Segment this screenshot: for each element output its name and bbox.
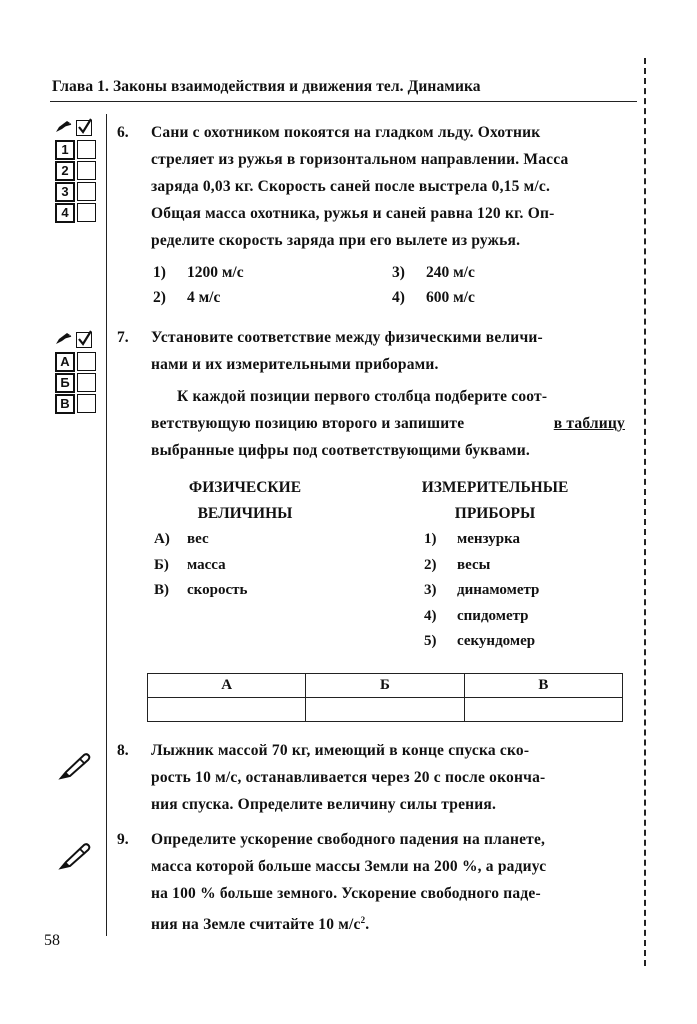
answer-box-3[interactable] xyxy=(77,182,96,201)
title-line: ПРИБОРЫ xyxy=(454,505,536,522)
answer-box-4[interactable] xyxy=(77,203,96,222)
question-number-6: 6. xyxy=(117,124,129,141)
text-line: заряда 0,03 кг. Скорость саней после выстрела 0,15 м/с. xyxy=(151,178,551,195)
item-letter: А) xyxy=(154,531,170,547)
text-line: рость 10 м/с, останавливается через 20 с после оконча- xyxy=(151,769,546,786)
title-line: ИЗМЕРИТЕЛЬНЫЕ xyxy=(421,479,569,496)
list-item xyxy=(424,633,539,659)
left-column-list xyxy=(154,531,247,608)
text-line: Общая масса охотника, ружья и саней равна 120 кг. Оп- xyxy=(151,205,555,222)
question-8-text xyxy=(151,737,625,818)
answer-table xyxy=(147,673,623,722)
checkbox-icon xyxy=(76,120,92,136)
right-column-title xyxy=(410,475,580,527)
question-7-instruction xyxy=(151,383,625,464)
item-number: 1) xyxy=(424,531,437,547)
answer-box-b[interactable] xyxy=(77,373,96,392)
question-number-9: 9. xyxy=(117,831,129,848)
right-column-list xyxy=(424,531,539,659)
text-line: ределите скорость заряда при его вылете из ружья. xyxy=(151,232,521,249)
q7-answer-boxes xyxy=(55,331,96,415)
table-cell-b[interactable] xyxy=(306,698,464,722)
answer-box-1[interactable] xyxy=(77,140,96,159)
option-number: 4) xyxy=(392,289,405,306)
text-line: ния спуска. Определите величину силы трения. xyxy=(151,796,497,813)
pencil-icon xyxy=(55,331,72,350)
q6-answer-boxes xyxy=(55,119,96,224)
list-item xyxy=(154,557,247,583)
superscript: 2 xyxy=(360,915,366,925)
question-7-text xyxy=(151,324,625,378)
option-number: 1) xyxy=(153,264,166,281)
list-item xyxy=(424,582,539,608)
left-column-title xyxy=(160,475,330,527)
item-letter: Б) xyxy=(154,556,169,573)
list-item xyxy=(424,531,539,557)
option-text: 4 м/с xyxy=(187,289,221,306)
item-text: масса xyxy=(187,556,226,573)
option-number: 3) xyxy=(392,264,405,281)
question-9-text xyxy=(151,826,625,938)
list-item xyxy=(154,531,247,557)
item-text: мензурка xyxy=(457,531,520,547)
cut-line xyxy=(644,58,646,966)
answer-label-1: 1 xyxy=(55,140,75,160)
title-line: ФИЗИЧЕСКИЕ xyxy=(188,479,302,496)
item-text: скорость xyxy=(187,582,248,598)
item-text: динамометр xyxy=(457,582,540,598)
list-item xyxy=(424,608,539,634)
header-rule xyxy=(50,101,637,102)
text-segment: . xyxy=(365,916,370,934)
list-item xyxy=(424,557,539,583)
text-line: на 100 % больше земного. Ускорение свободного паде- xyxy=(151,885,541,902)
question-6-text xyxy=(151,119,625,254)
option-text: 600 м/с xyxy=(426,289,475,306)
item-number: 5) xyxy=(424,633,437,649)
question-number-7: 7. xyxy=(117,329,129,346)
pencil-icon xyxy=(55,119,72,138)
option-text: 1200 м/с xyxy=(187,264,244,281)
option-number: 2) xyxy=(153,289,166,306)
item-text: вес xyxy=(187,531,209,547)
question-number-8: 8. xyxy=(117,742,129,759)
item-text: спидометр xyxy=(457,607,529,624)
option-4 xyxy=(392,289,475,307)
text-line: Установите соответствие между физическими величи- xyxy=(151,329,543,346)
text-line xyxy=(151,907,625,938)
title-line: ВЕЛИЧИНЫ xyxy=(197,505,293,522)
answer-label-a: А xyxy=(55,352,75,372)
text-line: Сани с охотником покоятся на гладком льду. Охотник xyxy=(151,124,541,141)
margin-rule xyxy=(106,114,107,936)
answer-label-b: Б xyxy=(55,373,75,393)
option-text: 240 м/с xyxy=(426,264,475,281)
item-number: 2) xyxy=(424,556,437,573)
answer-label-2: 2 xyxy=(55,161,75,181)
page-number: 58 xyxy=(44,932,60,949)
text-line: стреляет из ружья в горизонтальном направлении. Масса xyxy=(151,151,569,168)
option-3 xyxy=(392,264,475,282)
text-line: Определите ускорение свободного падения на планете, xyxy=(151,831,546,848)
item-text: секундомер xyxy=(457,633,536,649)
answer-label-3: 3 xyxy=(55,182,75,202)
item-number: 3) xyxy=(424,582,437,598)
table-header-row xyxy=(148,674,623,698)
item-text: весы xyxy=(457,556,491,573)
checkbox-icon xyxy=(76,332,92,348)
answer-box-v[interactable] xyxy=(77,394,96,413)
table-cell-a[interactable] xyxy=(148,698,306,722)
table-link[interactable]: в таблицу xyxy=(553,415,625,432)
option-2 xyxy=(153,289,220,307)
list-item xyxy=(154,582,247,608)
option-1 xyxy=(153,264,244,282)
item-number: 4) xyxy=(424,607,437,624)
text-line: Лыжник массой 70 кг, имеющий в конце спуска ско- xyxy=(151,742,530,759)
text-line xyxy=(151,410,625,437)
table-answer-row xyxy=(148,698,623,722)
answer-label-v: В xyxy=(55,394,75,414)
table-header-b: Б xyxy=(306,674,464,698)
table-cell-v[interactable] xyxy=(464,698,622,722)
answer-box-2[interactable] xyxy=(77,161,96,180)
answer-label-4: 4 xyxy=(55,203,75,223)
item-letter: В) xyxy=(154,582,169,598)
chapter-header: Глава 1. Законы взаимодействия и движения тел. Динамика xyxy=(52,78,481,95)
text-line: К каждой позиции первого столбца подберите соот- xyxy=(177,388,548,405)
pen-icon xyxy=(58,750,92,785)
table-header-v: В xyxy=(464,674,622,698)
text-line: нами и их измерительными приборами. xyxy=(151,356,439,373)
table-header-a: А xyxy=(148,674,306,698)
answer-box-a[interactable] xyxy=(77,352,96,371)
text-line: выбранные цифры под соответствующими буквами. xyxy=(151,442,530,459)
text-segment: ния на Земле считайте 10 м/с xyxy=(151,916,361,934)
text-segment: ветствующую позицию второго и запишите xyxy=(151,415,465,432)
pen-icon xyxy=(58,840,92,875)
text-line: масса которой больше массы Земли на 200 %, а радиус xyxy=(151,858,547,875)
